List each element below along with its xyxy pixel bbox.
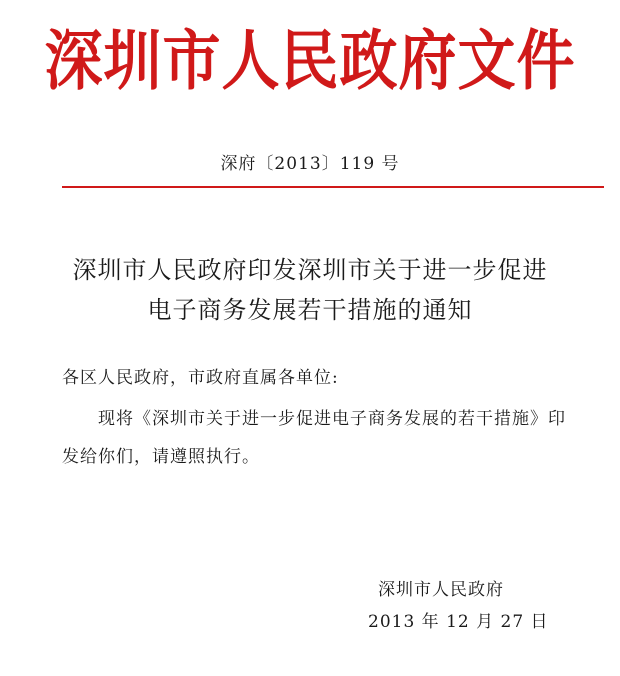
body-line-1: 现将《深圳市关于进一步促进电子商务发展的若干措施》印 xyxy=(98,409,566,429)
title-line-2: 电子商务发展若干措施的通知 xyxy=(147,296,473,324)
issuer-signature: 深圳市人民政府 xyxy=(378,580,504,600)
body-line-2: 发给你们，请遵照执行。 xyxy=(62,447,260,467)
issue-date: 2013 年 12 月 27 日 xyxy=(368,612,549,632)
body-paragraph xyxy=(62,400,610,476)
document-number: 深府〔2013〕119 号 xyxy=(220,154,400,174)
addressee: 各区人民政府，市政府直属各单位: xyxy=(62,368,339,388)
title-line-1: 深圳市人民政府印发深圳市关于进一步促进 xyxy=(72,256,548,284)
masthead-title: 深圳市人民政府文件 xyxy=(44,22,576,99)
document-title xyxy=(0,250,620,330)
red-divider xyxy=(62,186,604,188)
